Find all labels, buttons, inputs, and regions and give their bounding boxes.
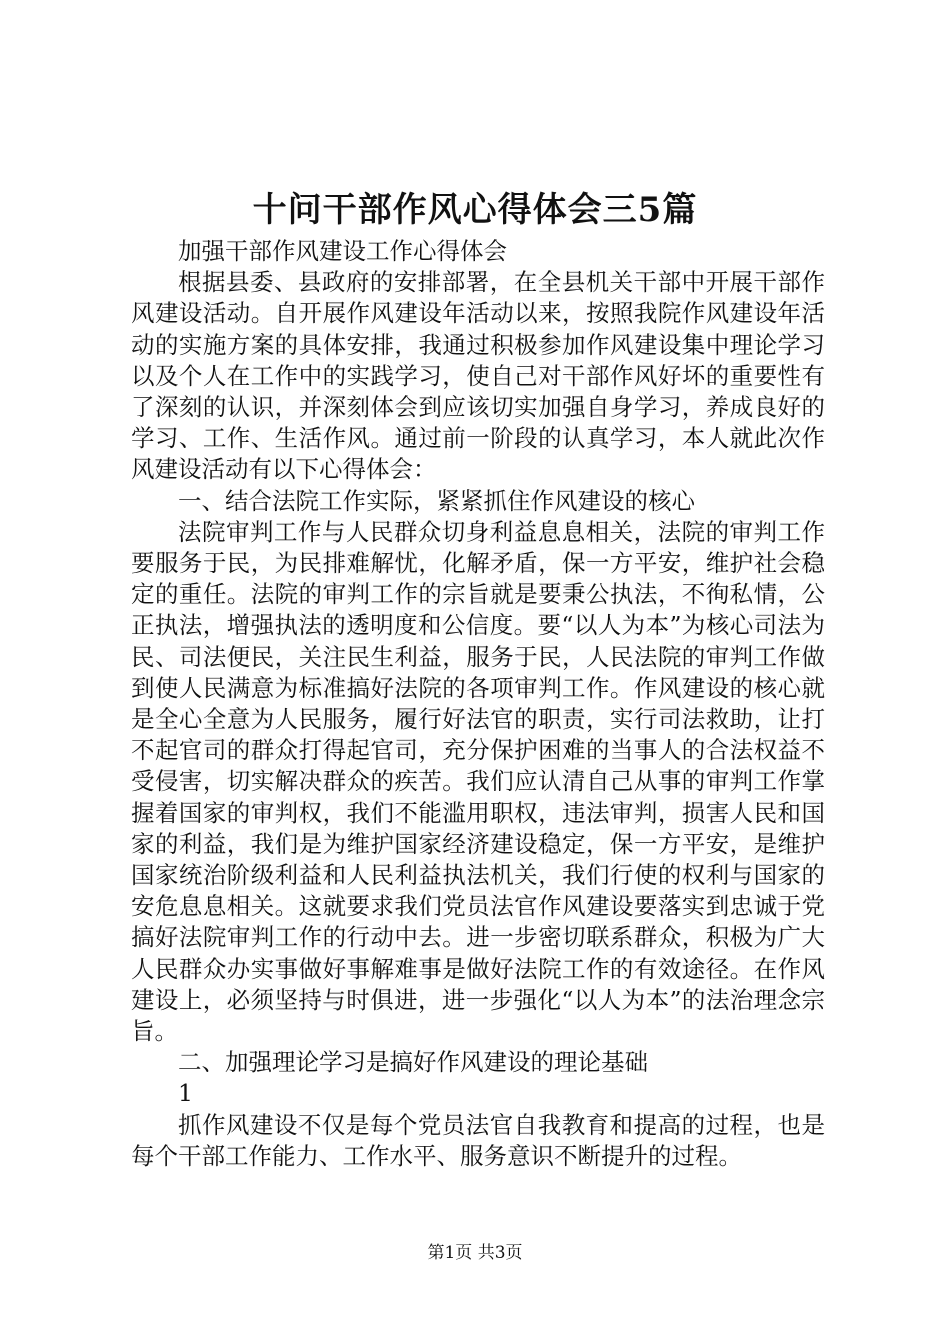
- paragraph-subtitle: 加强干部作风建设工作心得体会: [178, 237, 507, 265]
- paragraph-section-2: 抓作风建设不仅是每个党员法官自我教育和提高的过程，也是每个干部工作能力、工作水平、服务意识不断提升的过程。: [131, 1110, 825, 1170]
- paragraph-section-1: 法院审判工作与人民群众切身利益息息相关，法院的审判工作要服务于民，为民排难解忧，化解矛盾，保一方平安，维护社会稳定的重任。法院的审判工作的宗旨就是要秉公执法，不徇私情，公正执法，增强执法的透明度和公信度。要“以人为本”为核心司法为民、司法便民，关注民生利益，服务于民，人民法院的审判工作做到使人民满意为标准搞好法院的各项审判工作。作风建设的核心就是全心全意为人民服务，履行好法官的职责，实行司法救助，让打不起官司的群众打得起官司，充分保护困难的当事人的合法权益不受侵害，切实解决群众的疾苦。我们应认清自己从事的审判工作掌握着国家的审判权，我们不能滥用职权，违法审判，损害人民和国家的利益，我们是为维护国家经济建设稳定，保一方平安，是维护国家统治阶级利益和人民利益执法机关，我们行使的权利与国家的安危息息相关。这就要求我们党员法官作风建设要落实到忠诚于党搞好法院审判工作的行动中去。进一步密切联系群众，积极为广大人民群众办实事做好事解难事是做好法院工作的有效途径。在作风建设上，必须坚持与时俱进，进一步强化“以人为本”的法治理念宗旨。: [131, 517, 825, 1046]
- section-heading-2: 二、加强理论学习是搞好作风建设的理论基础: [178, 1048, 648, 1077]
- section-heading-1: 一、结合法院工作实际，紧紧抓住作风建设的核心: [178, 486, 695, 515]
- page-footer: 第1页 共3页: [427, 1243, 523, 1263]
- paragraph-intro: 根据县委、县政府的安排部署，在全县机关干部中开展干部作风建设活动。自开展作风建设年活动以来，按照我院作风建设年活动的实施方案的具体安排，我通过积极参加作风建设集中理论学习以及个人在工作中的实践学习，使自己对干部作风好坏的重要性有了深刻的认识，并深刻体会到应该切实加强自身学习，养成良好的学习、工作、生活作风。通过前一阶段的认真学习，本人就此次作风建设活动有以下心得体会：: [131, 268, 825, 484]
- document-title: 十问干部作风心得体会三5篇: [252, 190, 698, 230]
- inline-page-number: 1: [178, 1079, 193, 1108]
- document-body: [131, 236, 825, 1172]
